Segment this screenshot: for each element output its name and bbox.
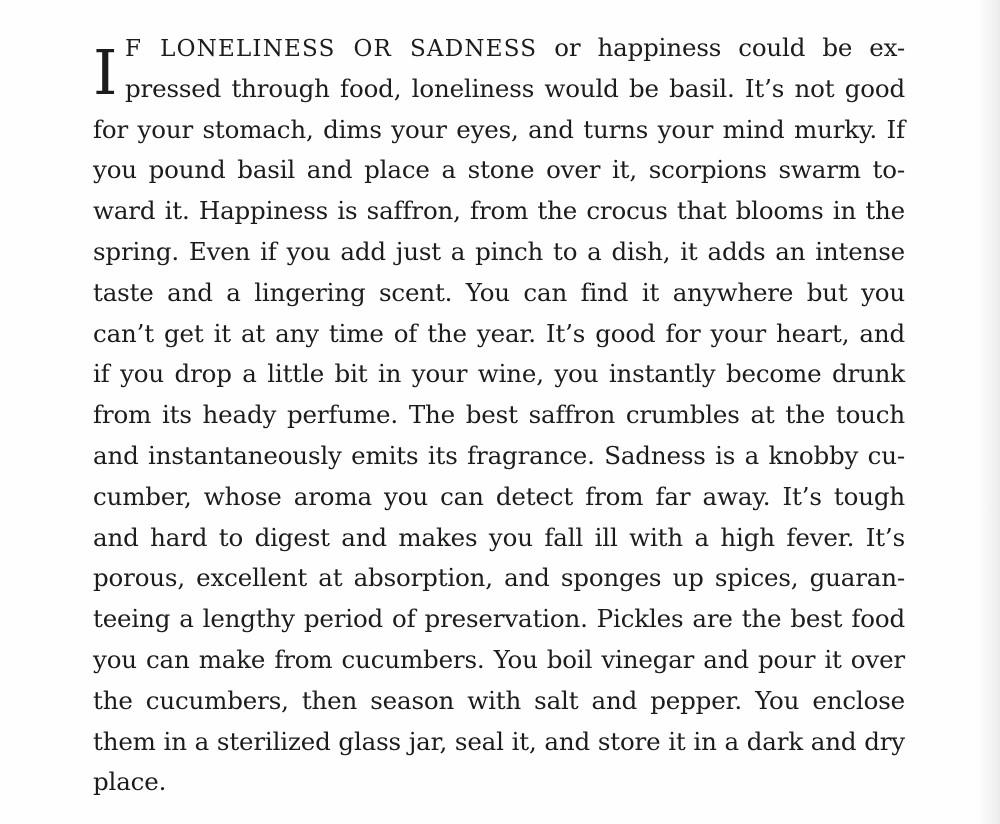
passage-line: them in a sterilized glass jar, seal it, and store it in a dark and dry xyxy=(93,726,905,756)
passage-line-last: place. xyxy=(93,767,167,797)
passage-line: ward it. Happiness is saffron, from the crocus that blooms in the xyxy=(93,196,905,226)
passage-line: and instantaneously emits its fragrance. Sadness is a knobby cu- xyxy=(93,441,905,470)
drop-cap: I xyxy=(93,36,118,109)
passage-line: can’t get it at any time of the year. It’s good for your heart, and xyxy=(93,318,905,348)
passage-line: you can make from cucumbers. You boil vinegar and pour it over xyxy=(93,645,905,674)
passage-line: if you drop a little bit in your wine, you instantly become drunk xyxy=(93,359,905,389)
passage-line: spring. Even if you add just a pinch to a dish, it adds an intense xyxy=(93,237,905,266)
passage-line: from its heady perfume. The best saffron crumbles at the touch xyxy=(93,400,905,430)
small-caps-opening: F LONELINESS OR SADNESS xyxy=(125,36,538,62)
passage-line: taste and a lingering scent. You can find it anywhere but you xyxy=(93,277,905,307)
first-line-rest: or happiness could be ex- xyxy=(554,33,906,62)
passage-line: teeing a lengthy period of preservation. Pickles are the best food xyxy=(93,604,905,634)
passage-line: pressed through food, loneliness would be basil. It’s not good xyxy=(125,73,905,103)
passage-line: cumber, whose aroma you can detect from far away. It’s tough xyxy=(93,481,905,511)
passage-line: the cucumbers, then season with salt and pepper. You enclose xyxy=(93,685,905,715)
page-edge-shadow xyxy=(978,0,1000,824)
passage-line: porous, excellent at absorption, and sponges up spices, guaran- xyxy=(93,563,905,593)
passage-line: for your stomach, dims your eyes, and turns your mind murky. If xyxy=(93,114,905,144)
passage-line-first xyxy=(125,28,905,68)
passage-line: you pound basil and place a stone over it, scorpions swarm to- xyxy=(93,155,905,185)
passage-line: and hard to digest and makes you fall ill with a high fever. It’s xyxy=(93,522,905,552)
